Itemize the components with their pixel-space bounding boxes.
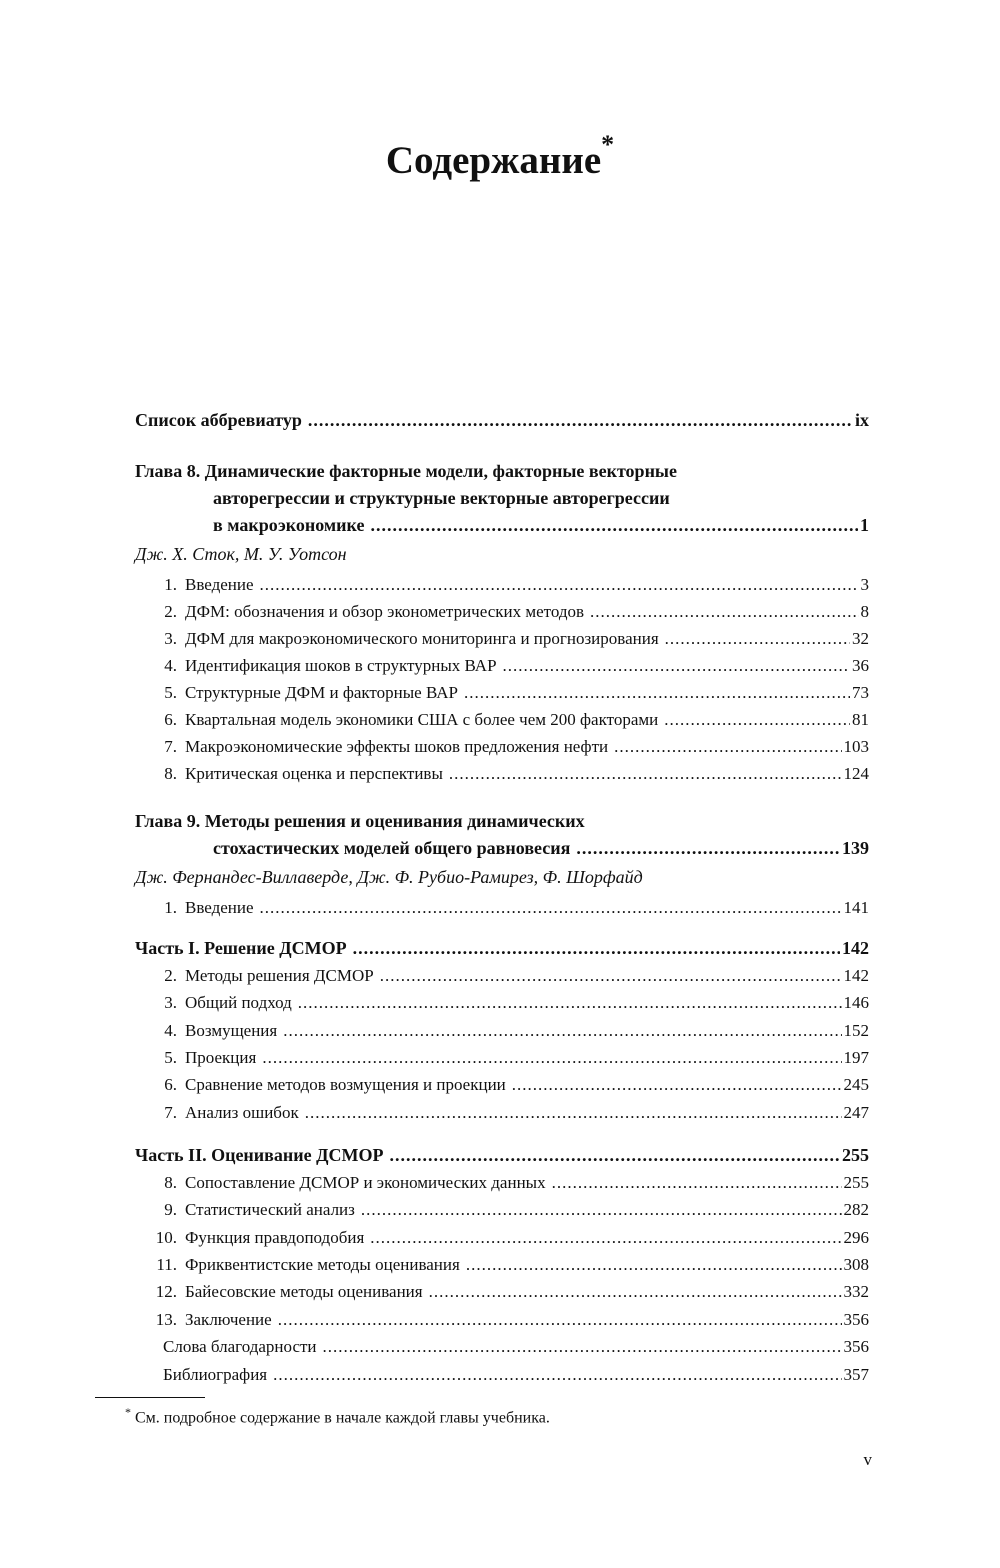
page-number: v bbox=[863, 1450, 872, 1469]
footnote-marker: * bbox=[601, 130, 615, 159]
toc-entry-ch8-section[interactable]: 2. ДФМ: обозначения и обзор эконометрических методов ..... 8 bbox=[135, 602, 869, 622]
toc-entry-backmatter[interactable]: Слова благодарности ..... 356 bbox=[163, 1337, 869, 1357]
footnote-rule bbox=[95, 1397, 205, 1398]
toc-entry-part2-section[interactable]: 12. Байесовские методы оценивания ..... 332 bbox=[135, 1282, 869, 1302]
toc-entry-ch8-section[interactable]: 8. Критическая оценка и перспективы ..... 124 bbox=[135, 764, 869, 784]
toc-entry-part1-section[interactable]: 7. Анализ ошибок ..... 247 bbox=[135, 1103, 869, 1123]
toc-entry-part2-section[interactable]: 11. Фриквентистские методы оценивания ..... 308 bbox=[135, 1255, 869, 1275]
toc-entry-part2-section[interactable]: 8. Сопоставление ДСМОР и экономических данных ..... 255 bbox=[135, 1173, 869, 1193]
toc-entry-chapter-8[interactable]: в макроэкономике ..... 1 bbox=[213, 515, 869, 536]
page-title: Содержание* bbox=[385, 130, 615, 182]
toc-entry-backmatter[interactable]: Библиография ..... 357 bbox=[163, 1365, 869, 1385]
toc-entry-ch8-section[interactable]: 3. ДФМ для макроэкономического мониторинга и прогнозирования ..... 32 bbox=[135, 629, 869, 649]
chapter-9-label: Глава 9. Методы решения и оценивания динамических bbox=[135, 811, 585, 831]
toc-entry-ch8-section[interactable]: 7. Макроэкономические эффекты шоков предложения нефти ..... 103 bbox=[135, 737, 869, 757]
toc-entry-part2-section[interactable]: 9. Статистический анализ ..... 282 bbox=[135, 1200, 869, 1220]
toc-entry-part1-section[interactable]: 3. Общий подход ..... 146 bbox=[135, 993, 869, 1013]
toc-entry-ch8-section[interactable]: 1. Введение ..... 3 bbox=[135, 575, 869, 595]
toc-entry-part1-section[interactable]: 5. Проекция ..... 197 bbox=[135, 1048, 869, 1068]
chapter-8-title-line2: авторегрессии и структурные векторные авторегрессии bbox=[213, 488, 670, 508]
toc-entry-part2-section[interactable]: 13. Заключение ..... 356 bbox=[135, 1310, 869, 1330]
toc-entry-ch8-section[interactable]: 4. Идентификация шоков в структурных ВАР ..... 36 bbox=[135, 656, 869, 676]
toc-entry-part-2[interactable]: Часть II. Оценивание ДСМОР ..... 255 bbox=[135, 1145, 869, 1166]
toc-entry-abbreviations[interactable]: Список аббревиатур ..... ix bbox=[135, 410, 869, 431]
chapter-8-authors: Дж. Х. Сток, М. У. Уотсон bbox=[135, 544, 347, 564]
toc-entry-part1-section[interactable]: 6. Сравнение методов возмущения и проекции ..... 245 bbox=[135, 1075, 869, 1095]
toc-entry-ch9-intro[interactable]: 1. Введение ..... 141 bbox=[135, 898, 869, 918]
toc-entry-ch8-section[interactable]: 6. Квартальная модель экономики США с более чем 200 факторами ..... 81 bbox=[135, 710, 869, 730]
toc-entry-part1-section[interactable]: 2. Методы решения ДСМОР ..... 142 bbox=[135, 966, 869, 986]
toc-entry-part2-section[interactable]: 10. Функция правдоподобия ..... 296 bbox=[135, 1228, 869, 1248]
chapter-8-label: Глава 8. Динамические факторные модели, факторные векторные bbox=[135, 461, 677, 481]
toc-entry-ch8-section[interactable]: 5. Структурные ДФМ и факторные ВАР ..... 73 bbox=[135, 683, 869, 703]
footnote: * См. подробное содержание в начале каждой главы учебника. bbox=[125, 1405, 550, 1427]
toc-entry-part-1[interactable]: Часть I. Решение ДСМОР ..... 142 bbox=[135, 938, 869, 959]
chapter-9-authors: Дж. Фернандес-Виллаверде, Дж. Ф. Рубио-Рамирез, Ф. Шорфайд bbox=[135, 867, 643, 887]
toc-entry-part1-section[interactable]: 4. Возмущения ..... 152 bbox=[135, 1021, 869, 1041]
toc-entry-chapter-9[interactable]: стохастических моделей общего равновесия ..... 139 bbox=[213, 838, 869, 859]
